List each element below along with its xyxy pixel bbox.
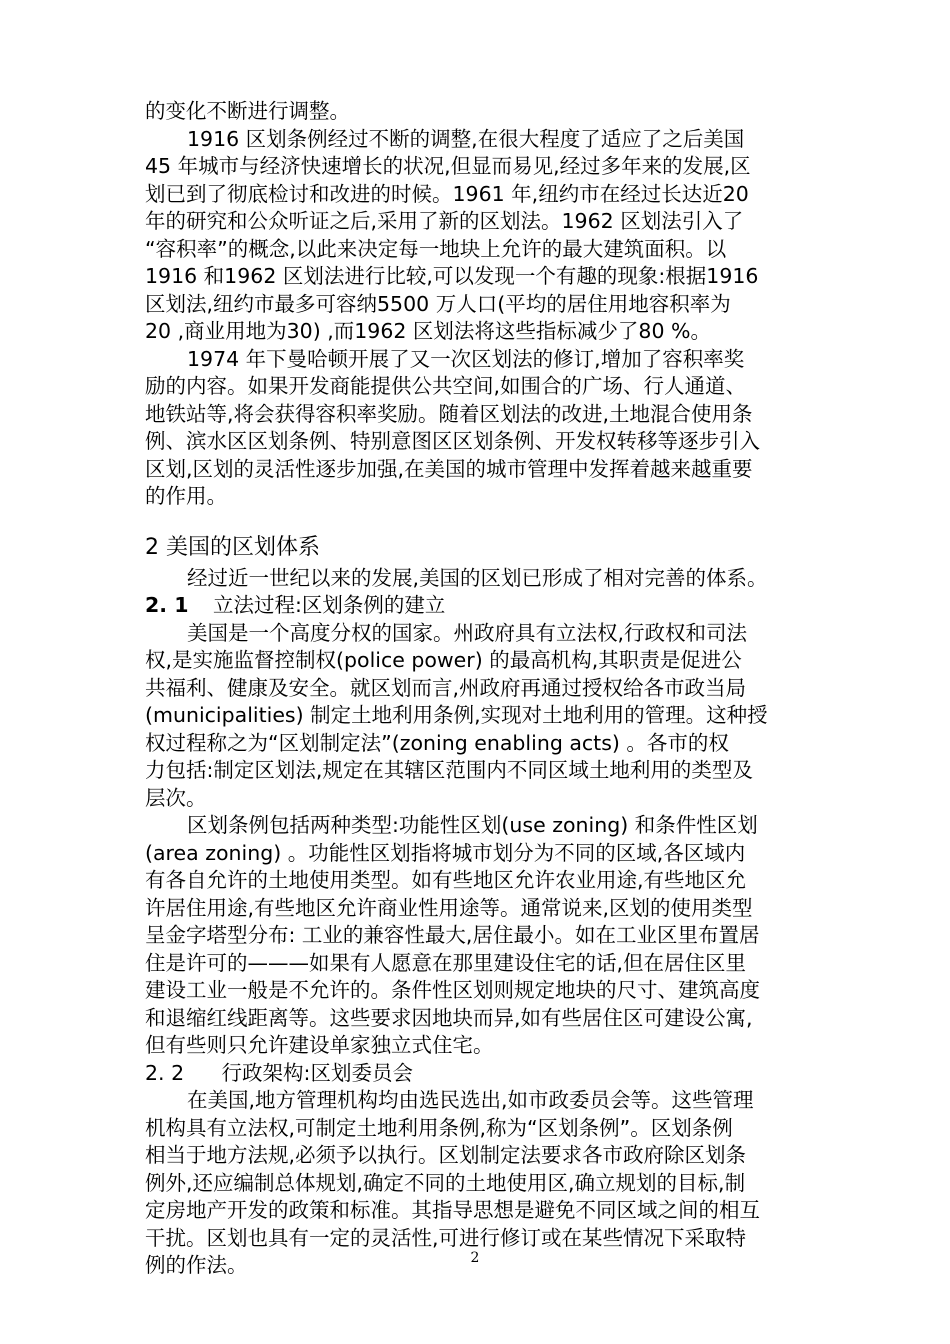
text-line: 1974 年下曼哈顿开展了又一次区划法的修订,增加了容积率奖 (187, 346, 745, 371)
text-line: 例、滨水区区划条例、特别意图区区划条例、开发权转移等逐步引入 (145, 429, 760, 453)
text-line: 美国是一个高度分权的国家。州政府具有立法权,行政权和司法 (187, 620, 748, 645)
subsection-number: 2. 2 (145, 1060, 185, 1085)
section-heading: 2 美国的区划体系 (145, 534, 320, 560)
text-line: 共福利、健康及安全。就区划而言,州政府再通过授权给各市政当局 (145, 675, 747, 700)
text-line: 45 年城市与经济快速增长的状况,但显而易见,经过多年来的发展,区 (145, 154, 751, 178)
text-line: (municipalities) 制定土地利用条例,实现对土地利用的管理。这种授 (145, 703, 768, 727)
text-line: 励的内容。如果开发商能提供公共空间,如围合的广场、行人通道、 (145, 374, 747, 398)
text-line: 住是许可的———如果有人愿意在那里建设住宅的话,但在居住区里 (145, 950, 747, 975)
text-line: 呈金字塔型分布: 工业的兼容性最大,居住最小。如在工业区里布置居 (145, 923, 760, 947)
subsection-number: 2. 1 (145, 593, 189, 617)
subsection-heading-2-2 (145, 1060, 807, 1088)
paragraph-1974-revision (145, 346, 807, 511)
text-line: 力包括:制定区划法,规定在其辖区范围内不同区域土地利用的类型及 (145, 758, 753, 782)
text-line: 许居住用途,有些地区允许商业性用途等。通常说来,区划的使用类型 (145, 895, 753, 920)
document-body (145, 98, 807, 1280)
text-line: 定房地产开发的政策和标准。其指导思想是避免不同区域之间的相互 (145, 1198, 760, 1222)
text-line: 区划法,纽约市最多可容纳5500 万人口(平均的居住用地容积率为 (145, 291, 731, 316)
paragraph-continuation (145, 98, 807, 126)
paragraph-zoning-types (145, 812, 807, 1060)
text-line: (area zoning) 。功能性区划指将城市划分为不同的区域,各区域内 (145, 840, 746, 865)
text-line: 的作用。 (145, 484, 227, 508)
text-line: 层次。 (145, 785, 207, 810)
paragraph-1916-zoning (145, 126, 807, 346)
text-line: 划已到了彻底检讨和改进的时候。1961 年,纽约市在经过长达近20 (145, 181, 749, 206)
text-line: 但有些则只允许建设单家独立式住宅。 (145, 1033, 494, 1057)
text-line: 地铁站等,将会获得容积率奖励。随着区划法的改进,土地混合使用条 (145, 401, 753, 426)
text-line: “容积率”的概念,以此来决定每一地块上允许的最大建筑面积。以 (145, 236, 727, 261)
page-number: 2 (470, 1250, 480, 1266)
text-line: 1916 和1962 区划法进行比较,可以发现一个有趣的现象:根据1916 (145, 264, 759, 288)
text-line: 权过程称之为“区划制定法”(zoning enabling acts) 。各市的权 (145, 730, 729, 755)
text-line: 区划条例包括两种类型:功能性区划(use zoning) 和条件性区划 (187, 813, 758, 837)
text-line: 区划,区划的灵活性逐步加强,在美国的城市管理中发挥着越来越重要 (145, 456, 753, 481)
text-line: 的变化不断进行调整。 (145, 99, 350, 123)
text-line: 相当于地方法规,必须予以执行。区划制定法要求各市政府除区划条 (145, 1143, 747, 1167)
text-line: 例的作法。 (145, 1253, 248, 1277)
text-line: 1916 区划条例经过不断的调整,在很大程度了适应了之后美国 (187, 126, 745, 151)
subsection-title: 行政架构:区划委员会 (221, 1060, 413, 1085)
paragraph-system-intro (145, 565, 807, 593)
text-line: 权,是实施监督控制权(police power) 的最高机构,其职责是促进公 (145, 648, 742, 672)
text-line: 年的研究和公众听证之后,采用了新的区划法。1962 区划法引入了 (145, 209, 744, 233)
text-line: 例外,还应编制总体规划,确定不同的土地使用区,确立规划的目标,制 (145, 1170, 746, 1195)
text-line: 有各自允许的土地使用类型。如有些地区允许农业用途,有些地区允 (145, 868, 747, 892)
subsection-heading-2-1 (145, 592, 807, 620)
text-line: 经过近一世纪以来的发展,美国的区划已形成了相对完善的体系。 (187, 565, 768, 590)
text-line: 机构具有立法权,可制定土地利用条例,称为“区划条例”。区划条例 (145, 1115, 733, 1140)
subsection-title: 立法过程:区划条例的建立 (212, 593, 446, 617)
paragraph-legislation (145, 620, 807, 813)
text-line: 建设工业一般是不允许的。条件性区划则规定地块的尺寸、建筑高度 (145, 978, 760, 1002)
text-line: 和退缩红线距离等。这些要求因地块而异,如有些居住区可建设公寓, (145, 1005, 753, 1030)
text-line: 20 ,商业用地为30) ,而1962 区划法将这些指标减少了80 %。 (145, 319, 712, 343)
text-line: 干扰。区划也具有一定的灵活性,可进行修订或在某些情况下采取特 (145, 1225, 747, 1250)
text-line: 在美国,地方管理机构均由选民选出,如市政委员会等。这些管理 (187, 1088, 754, 1112)
